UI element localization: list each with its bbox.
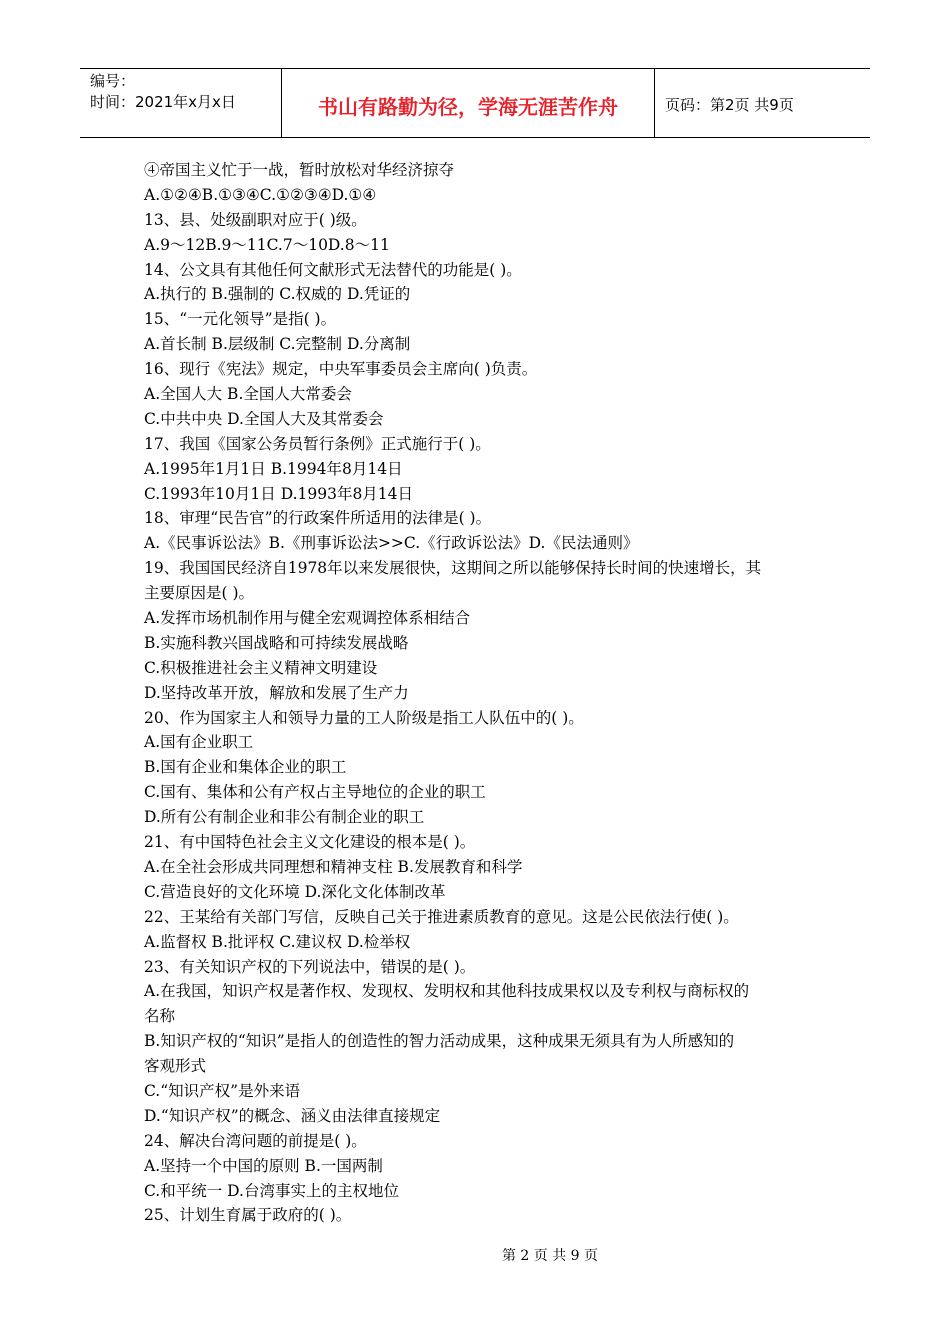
text-line: 18、审理“民告官”的行政案件所适用的法律是( )。	[144, 509, 492, 528]
text-line: A.坚持一个中国的原则 B.一国两制	[144, 1156, 383, 1175]
text-line: A.9～12B.9～11C.7～10D.8～11	[144, 235, 390, 254]
text-line: 17、我国《国家公务员暂行条例》正式施行于( )。	[144, 434, 491, 453]
text-line: A.全国人大 B.全国人大常委会	[144, 385, 352, 404]
text-line: 14、公文具有其他任何文献形式无法替代的功能是( )。	[144, 260, 522, 279]
text-line: B.知识产权的“知识”是指人的创造性的智力活动成果，这种成果无须具有为人所感知的	[144, 1032, 735, 1051]
text-line: 25、计划生育属于政府的( )。	[144, 1206, 352, 1225]
text-line: C.积极推进社会主义精神文明建设	[144, 658, 378, 677]
text-line: 22、王某给有关部门写信，反映自己关于推进素质教育的意见。这是公民依法行使( )。	[144, 907, 739, 926]
header-page-info: 页码：第2页 共9页	[665, 95, 794, 114]
text-line: A.《民事诉讼法》B.《刑事诉讼法>>C.《行政诉讼法》D.《民法通则》	[144, 534, 639, 553]
text-line: C.1993年10月1日 D.1993年8月14日	[144, 484, 414, 503]
text-line: B.国有企业和集体企业的职工	[144, 758, 347, 777]
header-meta	[80, 69, 282, 137]
text-line: A.国有企业职工	[144, 733, 254, 752]
text-line: 15、“一元化领导”是指( )。	[144, 310, 337, 329]
text-line: 21、有中国特色社会主义文化建设的根本是( )。	[144, 833, 476, 852]
text-line: A.①②④B.①③④C.①②③④D.①④	[144, 185, 377, 204]
text-line: C.“知识产权”是外来语	[144, 1081, 301, 1100]
text-line: 16、现行《宪法》规定，中央军事委员会主席向( )负责。	[144, 360, 538, 379]
date-label: 时间：2021年x月x日	[90, 93, 236, 111]
text-line: D.所有公有制企业和非公有制企业的职工	[144, 808, 425, 827]
text-line: B.实施科教兴国战略和可持续发展战略	[144, 633, 409, 652]
text-line: A.执行的 B.强制的 C.权威的 D.凭证的	[144, 285, 411, 304]
page-footer	[0, 1245, 950, 1265]
document-body	[144, 158, 814, 1228]
text-line: 名称	[144, 1007, 176, 1026]
text-line: A.首长制 B.层级制 C.完整制 D.分离制	[144, 335, 411, 354]
text-line: C.营造良好的文化环境 D.深化文化体制改革	[144, 882, 446, 901]
header-motto: 书山有路勤为径，学海无涯苦作舟	[282, 69, 655, 137]
text-line: A.发挥市场机制作用与健全宏观调控体系相结合	[144, 609, 471, 628]
text-line: D.坚持改革开放，解放和发展了生产力	[144, 683, 409, 702]
text-line: A.1995年1月1日 B.1994年8月14日	[144, 459, 403, 478]
text-line: 主要原因是( )。	[144, 584, 255, 603]
number-label: 编号：	[90, 72, 136, 90]
text-line: A.在我国，知识产权是著作权、发现权、发明权和其他科技成果权以及专利权与商标权的	[144, 982, 750, 1001]
footer-page-number: 第 2 页 共 9 页	[501, 1248, 599, 1264]
text-line: 23、有关知识产权的下列说法中，错误的是( )。	[144, 957, 476, 976]
text-line: ④帝国主义忙于一战，暂时放松对华经济掠夺	[144, 161, 455, 179]
text-line: C.中共中央 D.全国人大及其常委会	[144, 409, 384, 428]
text-line: C.国有、集体和公有产权占主导地位的企业的职工	[144, 783, 486, 802]
page-header	[80, 68, 870, 138]
text-line: C.和平统一 D.台湾事实上的主权地位	[144, 1181, 399, 1200]
text-line: 19、我国国民经济自1978年以来发展很快，这期间之所以能够保持长时间的快速增长，其	[144, 559, 762, 578]
text-line: D.“知识产权”的概念、涵义由法律直接规定	[144, 1106, 441, 1125]
text-line: A.在全社会形成共同理想和精神支柱 B.发展教育和科学	[144, 857, 523, 876]
text-line: 20、作为国家主人和领导力量的工人阶级是指工人队伍中的( )。	[144, 708, 584, 727]
text-line: A.监督权 B.批评权 C.建议权 D.检举权	[144, 932, 411, 951]
text-line: 13、县、处级副职对应于( )级。	[144, 210, 367, 229]
text-line: 24、解决台湾问题的前提是( )。	[144, 1131, 367, 1150]
text-line: 客观形式	[144, 1057, 207, 1076]
